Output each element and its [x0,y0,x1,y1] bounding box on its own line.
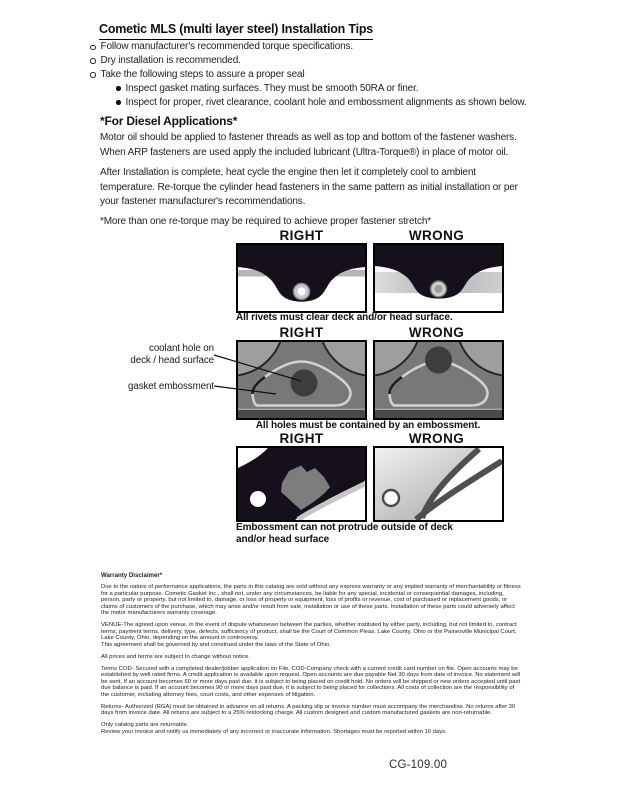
diagram-rivet-right [236,243,367,313]
legal-paragraph-terms: Terms COD- Secured with a completed dealer/jobber application on File, COD-Company check with a current credit card number on file. Open accounts may be established by well rated firms. A credit application is available upon request. Open accounts are due payable Net 30 days from date of invoice. No statement will be sent. If an account becomes 60 or more days past due, it is subject to being placed on credit hold. No orders will be shipped or new orders accepted until past due balance is paid. If an account becomes 90 or more days past due, it is subject to being placed for collections. All costs of collection are the responsibility of the customer, including attorney fees, court costs, and other expenses of litigation. [101,665,521,698]
row3-caption-line2: and/or head surface [236,533,330,545]
legal-paragraph-review: Review your invoice and notify us immediately of any incorrect or inaccurate information. Shortages must be reported within 10 days. [101,728,447,735]
legal-section [101,573,521,741]
legal-heading: Warranty Disclaimer* [101,572,163,579]
tip-bullet-text: Take the following steps to assure a proper seal [100,68,305,80]
diagram-protrusion-wrong [373,446,504,522]
tip-bullet [90,69,527,83]
bullet-dot-icon [116,100,121,105]
page-code: CG-109.00 [389,759,448,771]
tip-sub-bullet-text: Inspect gasket mating surfaces. They must be smooth 50RA or finer. [125,82,419,94]
legal-paragraph-agreement: This agreement shall be governed by and construed under the laws of the State of Ohio. [101,641,331,648]
row3-caption-line1: Embossment can not protrude outside of deck [236,522,453,533]
tips-list [90,41,527,110]
legal-paragraph-disclaimer: Due to the nature of performance applications, the parts in this catalog are sold without any express warranty or any implied warranty of merchantability or fitness for a particular purpose. Cometic Gasket Inc., shall not, under any circumstances, be liable for any special, incidental or consequential damages, including, person, party or property, but not limited to, damage, or loss of property or equipment, loss of profits or revenue, cost of purchased or replacement goods, or claims of customers of the purchase, which may arise and/or result from sale, installation or use of these parts. Installation of these parts could adversely affect the motor manufacturers warranty coverage. [101,584,521,616]
row3-caption [236,522,453,545]
wrong-label-row3: WRONG [408,431,465,446]
diagram-rivet-wrong [373,243,504,313]
coolant-hole-label [98,343,214,366]
hole-containment-right-illustration [238,342,365,418]
tip-bullet-text: Dry installation is recommended. [100,54,241,66]
diagram-embossment-wrong [373,340,504,420]
legal-paragraph-only-catalog: Only catalog parts are returnable. [101,722,189,728]
protrusion-wrong-illustration [375,448,502,520]
tip-sub-bullet [116,97,527,111]
diagram-protrusion-right [236,446,367,522]
wrong-label-row2: WRONG [408,325,465,340]
rivet-clearance-right-illustration [238,245,365,311]
rivet-clearance-wrong-illustration [375,245,502,311]
coolant-hole-label-line1: coolant hole on [149,343,214,354]
tip-sub-bullet [116,83,527,97]
wrong-label-row1: WRONG [408,228,465,243]
gasket-embossment-label: gasket embossment [128,381,214,392]
bullet-dot-icon [116,86,121,91]
right-label-row2: RIGHT [279,325,324,340]
bullet-circle-icon [90,58,96,64]
right-label-row1: RIGHT [279,228,324,243]
legal-paragraph-venue: VENUE-The agreed upon venue, in the event of dispute whatsoever between the parties, whether instituted by either party, including, but not limited to, contract terms, payment terms, delivery, type, defects, sufficiency of product, shall be the Court of Common Pleas, Lake County, Ohio or the Painesville Municipal Court, Lake County, Ohio, depending on the amount in controversy. [101,622,517,641]
hole-containment-wrong-illustration [375,342,502,418]
diesel-heading: *For Diesel Applications* [100,114,238,128]
row2-caption: All holes must be contained by an embossment. [255,420,481,431]
tip-bullet [90,55,527,69]
tip-sub-bullet-text: Inspect for proper, rivet clearance, coolant hole and embossment alignments as shown below. [125,96,527,108]
right-label-row3: RIGHT [279,431,324,446]
bullet-circle-icon [90,45,96,51]
tip-bullet-text: Follow manufacturer's recommended torque specifications. [100,41,354,52]
diagram-embossment-right [236,340,367,420]
row1-caption: All rivets must clear deck and/or head surface. [236,312,453,323]
page-title: Cometic MLS (multi layer steel) Installation Tips [99,22,373,40]
legal-paragraph-returns: Returns- Authorized (RGA) must be obtained in advance on all returns. A packing slip or invoice number must accompany the merchandise. No returns after 30 days from invoice date. All returns are subject to a 25% restocking charge. All custom designed and custom manufactured gaskets are non-returnable. [101,703,516,716]
diesel-paragraph-3: *More than one re-torque may be required to achieve proper fastener stretch* [100,216,432,227]
diesel-paragraph-2: After Installation is complete, heat cycle the engine then let it completely cool to ambient temperature. Re-torque the cylinder head fasteners in the same pattern as initial installation or per your fastener manufacturer's recommendations. [100,167,518,208]
protrusion-right-illustration [238,448,365,520]
legal-paragraph-prices: All prices and terms are subject to change without notice. [101,653,250,660]
tip-bullet [90,41,527,55]
coolant-hole-label-line2: deck / head surface [130,354,214,366]
diesel-paragraph-1: Motor oil should be applied to fastener threads as well as top and bottom of the fastener washers. When ARP fasteners are used apply the included lubricant (Ultra-Torque®) in place of motor oil. [100,132,517,158]
bullet-circle-icon [90,72,96,78]
